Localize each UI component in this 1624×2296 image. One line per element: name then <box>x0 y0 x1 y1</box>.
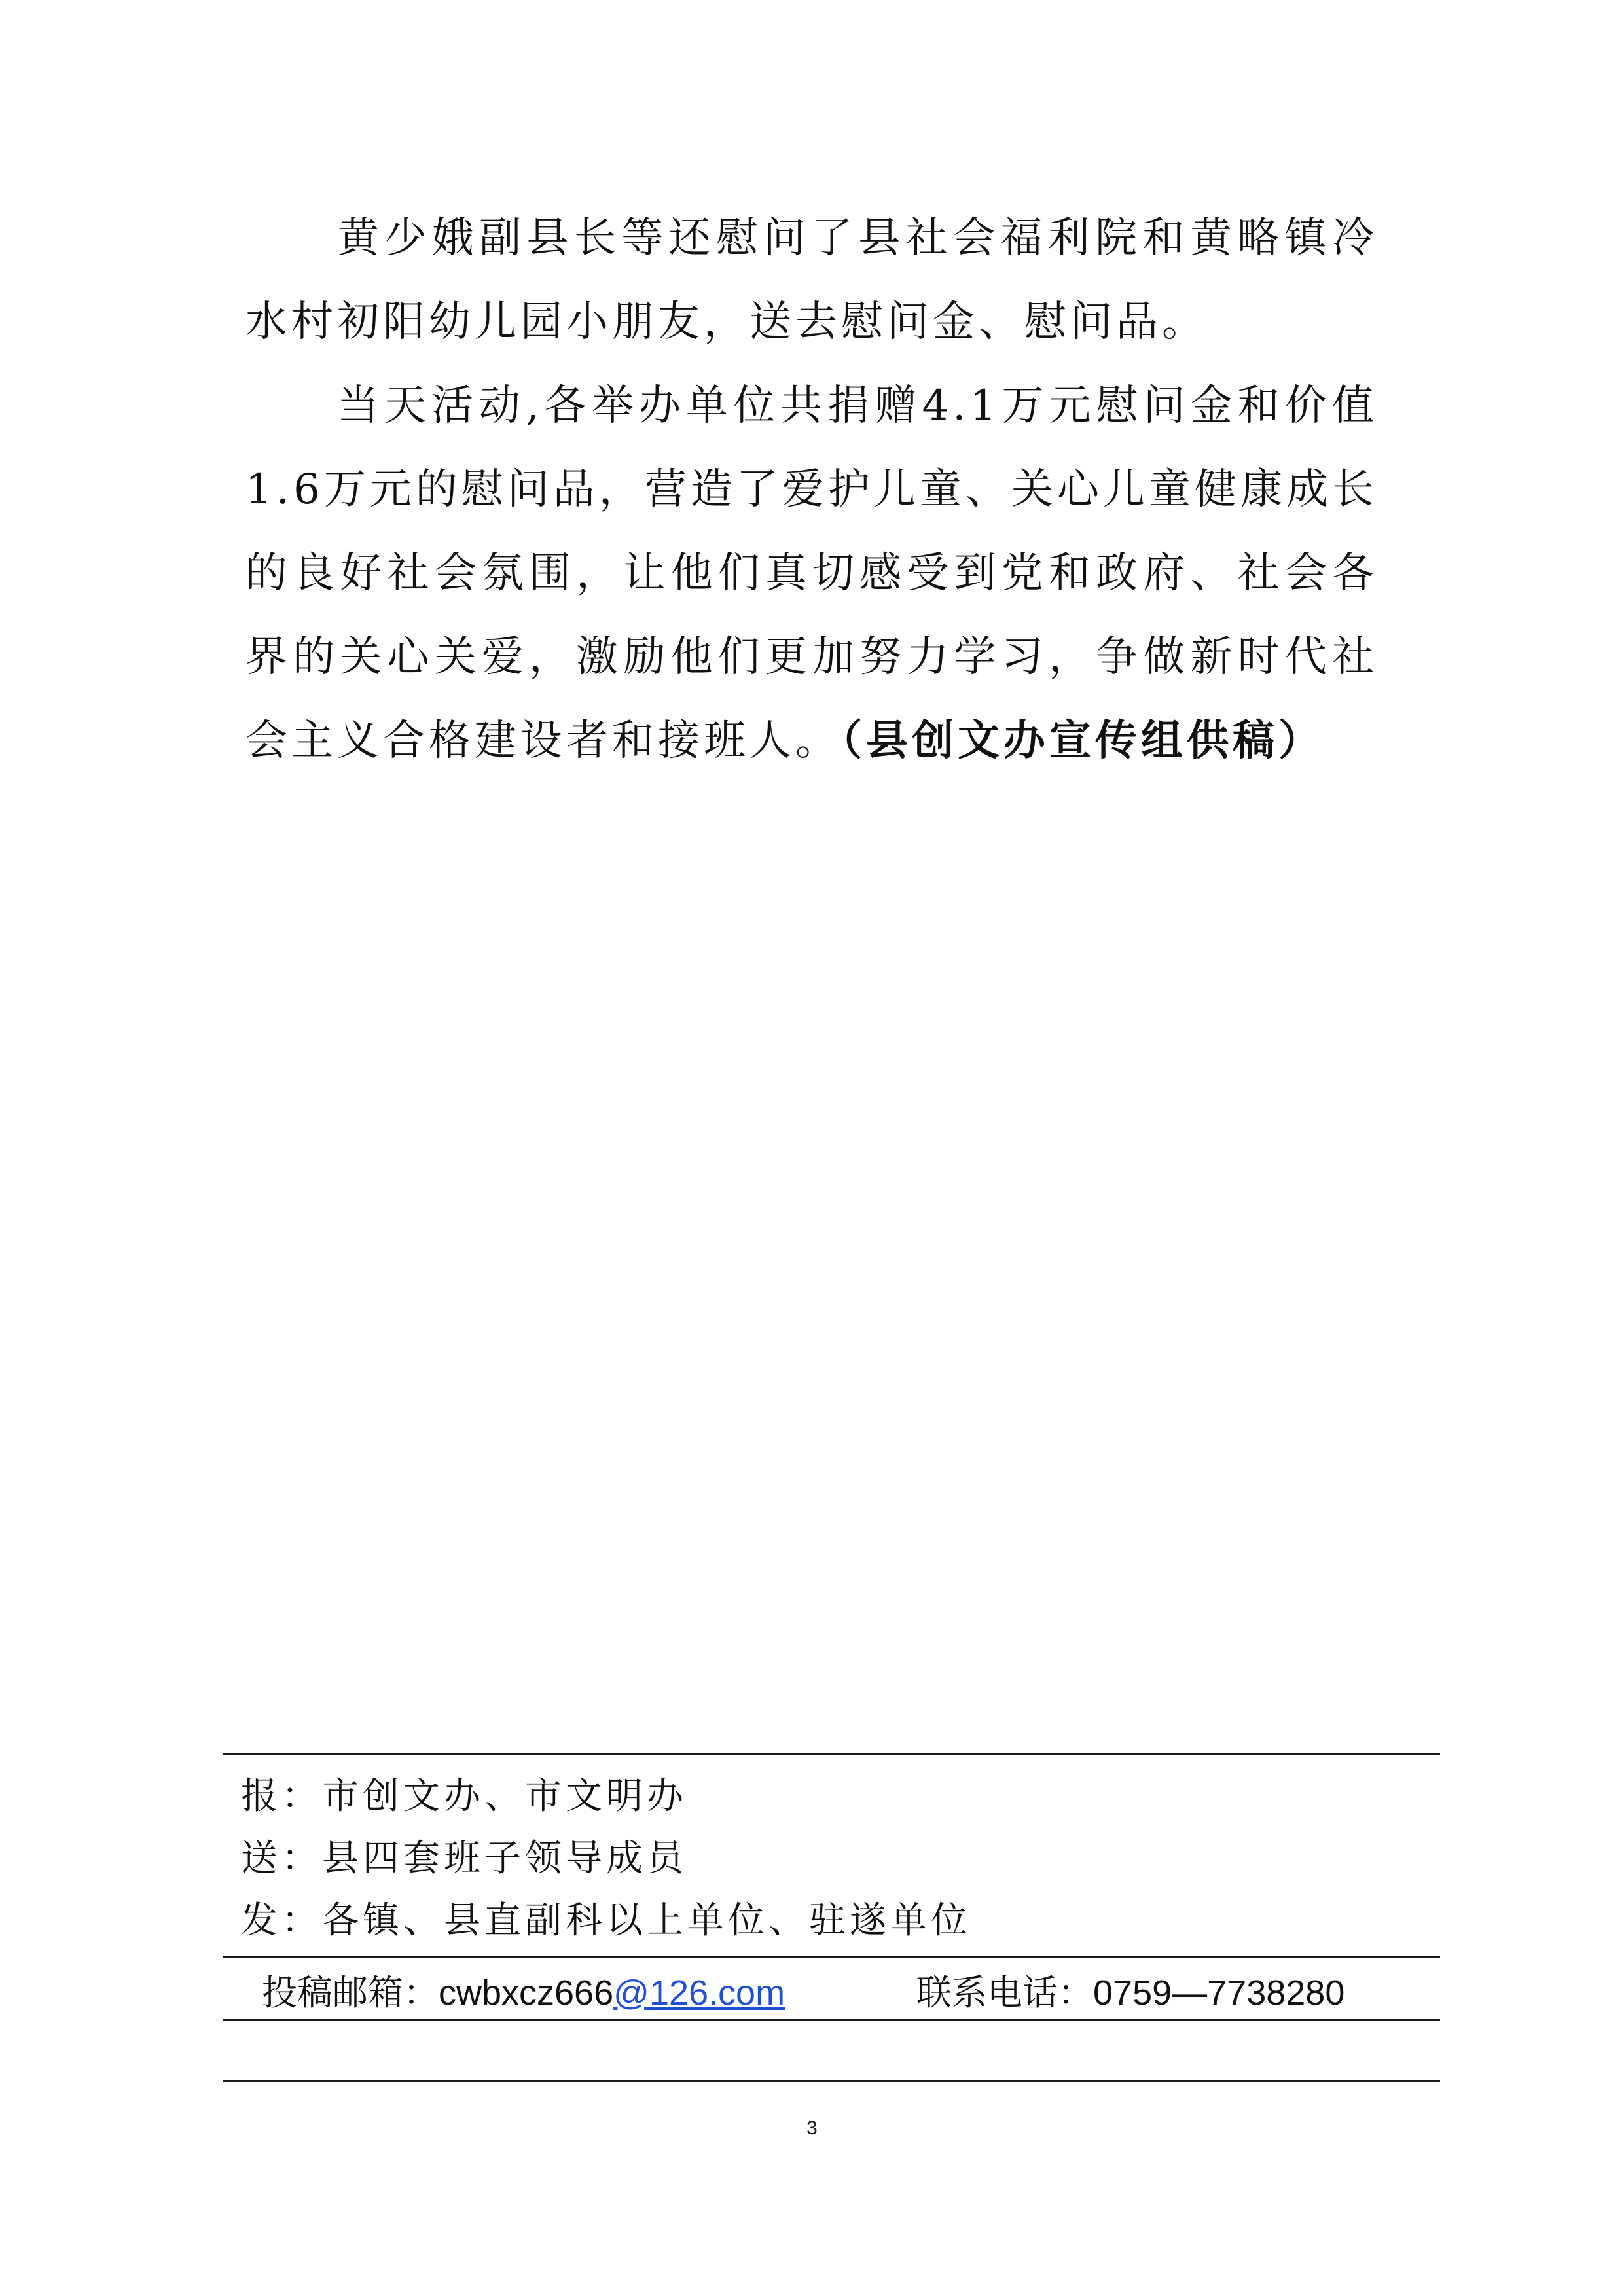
phone-group <box>916 1967 1344 2019</box>
email-user: cwbxcz666 <box>439 1973 614 2013</box>
footer-divider <box>223 2080 1440 2082</box>
article-credit: （县创文办宣传组供稿） <box>841 716 1324 765</box>
email-domain-link[interactable]: @126.com <box>613 1973 785 2013</box>
phone-label: 联系电话： <box>916 1973 1093 2013</box>
email-group <box>262 1967 785 2019</box>
phone-number: 0759—7738280 <box>1093 1973 1345 2013</box>
article-paragraph: 黄少娥副县长等还慰问了县社会福利院和黄略镇冷水村初阳幼儿园小朋友，送去慰问金、慰问品。 <box>245 214 1378 346</box>
distribution-top-divider <box>223 1753 1440 1755</box>
page-number: 3 <box>806 2117 818 2139</box>
contact-top-divider <box>223 1956 1440 1958</box>
article-paragraph-text: 当天活动,各举办单位共捐赠4.1万元慰问金和价值1.6万元的慰问品，营造了爱护儿童、关心儿童健康成长的良好社会氛围，让他们真切感受到党和政府、社会各界的关心关爱，激励他们更加努力学习，争做新时代社会主义合格建设者和接班人。 <box>245 382 1378 765</box>
distribution-send-line: 送：县四套班子领导成员 <box>241 1837 687 1880</box>
email-label: 投稿邮箱： <box>262 1973 439 2013</box>
distribution-report-line: 报：市创文办、市文明办 <box>241 1775 687 1818</box>
article-paragraph <box>245 364 1378 783</box>
distribution-issue-line: 发：各镇、县直副科以上单位、驻遂单位 <box>241 1899 971 1942</box>
article-body <box>245 196 1378 783</box>
contact-bottom-divider <box>223 2019 1440 2021</box>
